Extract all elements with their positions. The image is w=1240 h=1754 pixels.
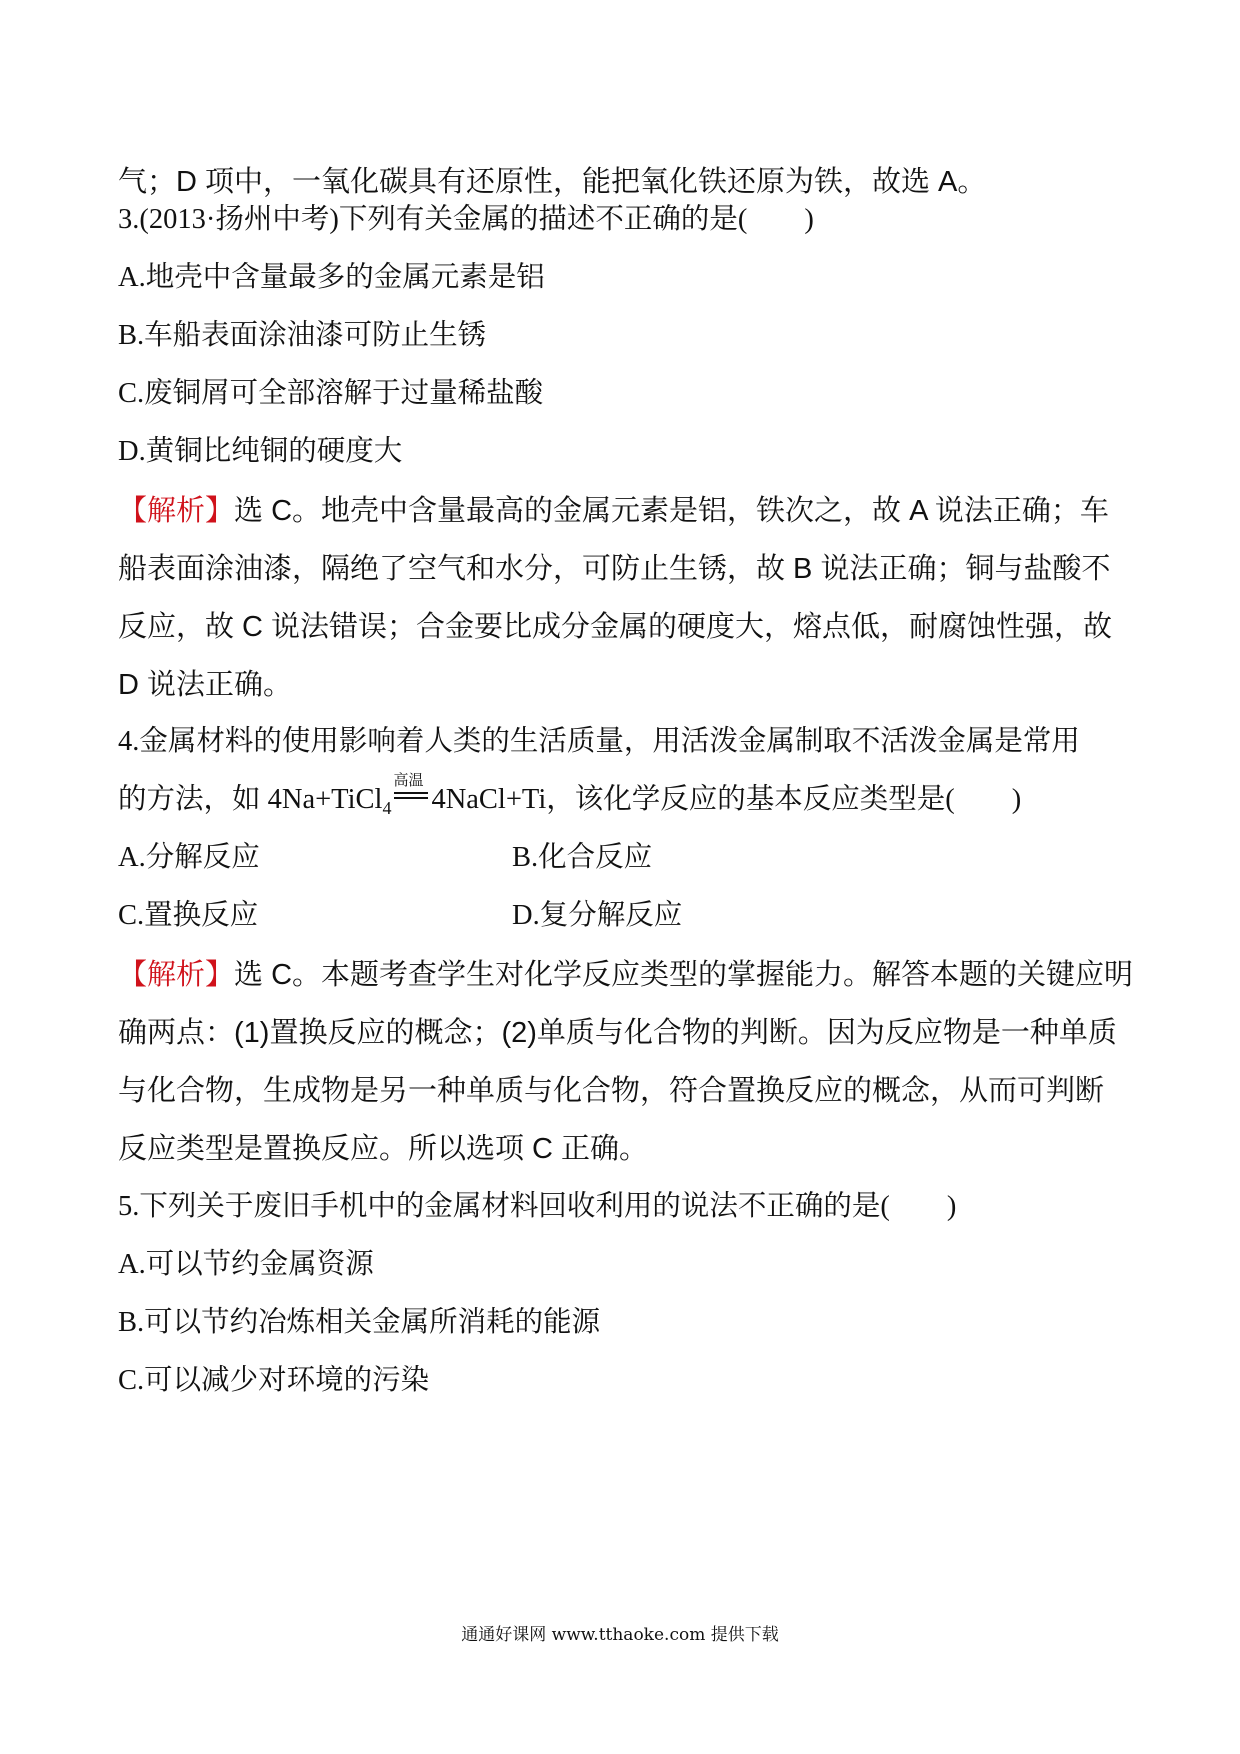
analysis-text: 选 C。本题考查学生对化学反应类型的掌握能力。解答本题的关键应明 [234,959,1134,991]
question-5-option-c: C.可以减少对环境的污染 [118,1365,430,1396]
question-3-analysis-line-1 [118,491,1128,531]
equals-bar-bottom [394,797,428,799]
question-3-analysis-line-4: D 说法正确。 [118,669,293,701]
question-4-analysis-line-3: 与化合物，生成物是另一种单质与化合物，符合置换反应的概念，从而可判断 [118,1075,1105,1107]
question-3-analysis-line-3: 反应，故 C 说法错误；合金要比成分金属的硬度大，熔点低，耐腐蚀性强，故 [118,611,1113,643]
q2-explanation-end: 气；D 项中，一氧化碳具有还原性，能把氧化铁还原为铁，故选 A。 [118,166,987,198]
question-4-analysis-line-2: 确两点：(1)置换反应的概念；(2)单质与化合物的判断。因为反应物是一种单质 [118,1017,1117,1049]
question-5-stem: 5.下列关于废旧手机中的金属材料回收利用的说法不正确的是( ) [118,1191,957,1222]
question-4-analysis-line-4: 反应类型是置换反应。所以选项 C 正确。 [118,1133,649,1165]
equation-products: 4NaCl+Ti，该化学反应的基本反应类型是( ) [431,784,1022,815]
question-4-analysis-line-1 [118,955,1134,995]
condition-label: 高温 [393,771,424,789]
question-3-analysis-line-2: 船表面涂油漆，隔绝了空气和水分，可防止生锈，故 B 说法正确；铜与盐酸不 [118,553,1111,585]
question-4-option-a: A.分解反应 [118,842,260,873]
question-3-stem: 3.(2013·扬州中考)下列有关金属的描述不正确的是( ) [118,204,814,235]
question-4-option-b: B.化合反应 [512,842,653,873]
subscript: 4 [382,798,392,818]
equals-bar-top [394,792,428,794]
question-4-options-row-2 [118,896,1128,936]
page-footer: 通通好课网 www.tthaoke.com 提供下载 [461,1625,779,1645]
analysis-text: 选 C。地壳中含量最高的金属元素是铝，铁次之，故 A 说法正确；车 [234,495,1109,527]
question-5-option-a: A.可以节约金属资源 [118,1249,374,1280]
analysis-tag: 【解析】 [118,959,235,991]
equation-reactants: 的方法，如 4Na+TiCl [118,784,383,815]
question-4-option-d: D.复分解反应 [512,900,683,931]
question-4-stem-line-2 [118,771,1128,828]
analysis-tag: 【解析】 [118,495,235,527]
question-3-option-c: C.废铜屑可全部溶解于过量稀盐酸 [118,378,544,409]
question-4-stem-line-1: 4.金属材料的使用影响着人类的生活质量，用活泼金属制取不活泼金属是常用 [118,726,1080,757]
question-5-option-b: B.可以节约冶炼相关金属所消耗的能源 [118,1307,601,1338]
question-4-options-row-1 [118,838,1128,878]
question-3-option-d: D.黄铜比纯铜的硬度大 [118,436,403,467]
question-3-option-b: B.车船表面涂油漆可防止生锈 [118,320,487,351]
reaction-condition [393,771,429,810]
question-4-option-c: C.置换反应 [118,900,259,931]
question-3-option-a: A.地壳中含量最多的金属元素是铝 [118,262,545,293]
